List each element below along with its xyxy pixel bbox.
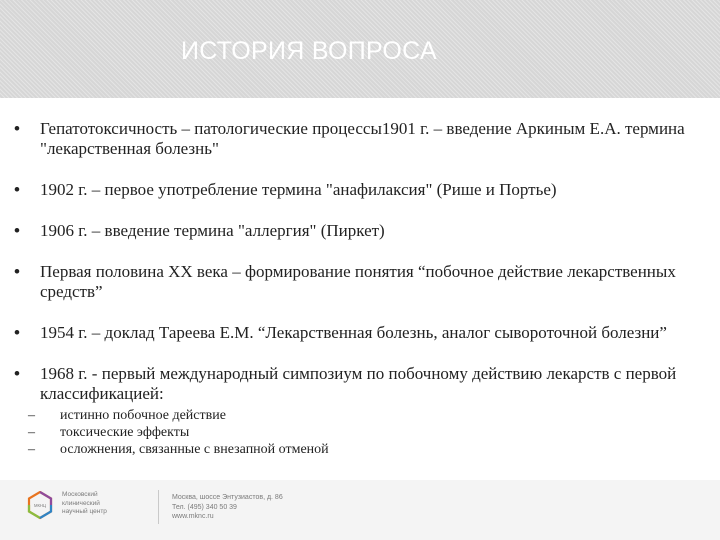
sub-item [28, 441, 704, 458]
org-line: клинический [62, 499, 100, 507]
bullet-text: Гепатотоксичность – патологические процессы1901 г. – введение Аркиным Е.А. термина "лекарственная болезнь" [40, 119, 685, 158]
sub-item-text: осложнения, связанные с внезапной отменой [60, 442, 329, 457]
bullet-item [14, 323, 704, 343]
logo-abbr: МКНЦ [33, 503, 47, 508]
dash-marker: – [28, 425, 35, 440]
bullet-marker: • [14, 180, 20, 199]
bullet-item [14, 364, 704, 404]
sub-item [28, 407, 704, 424]
bullet-marker: • [14, 323, 20, 342]
bullet-marker: • [14, 364, 20, 383]
address-text: Москва, шоссе Энтузиастов, д. 86 [172, 494, 283, 501]
org-line: Московский [62, 491, 98, 498]
bullet-marker: • [14, 262, 20, 281]
bullet-item [14, 262, 704, 302]
bullet-list [14, 119, 704, 458]
slide-title: ИСТОРИЯ ВОПРОСА [181, 37, 437, 65]
bullet-item [14, 180, 704, 200]
website-link[interactable]: www.mknc.ru [172, 513, 214, 520]
bullet-marker: • [14, 119, 20, 138]
bullet-text: 1954 г. – доклад Тареева Е.М. “Лекарственная болезнь, аналог сывороточной болезни” [40, 323, 667, 342]
footer [0, 480, 720, 540]
bullet-item [14, 119, 704, 159]
org-name [62, 491, 107, 517]
bullet-text: 1906 г. – введение термина "аллергия" (Пиркет) [40, 221, 385, 240]
sub-item-text: истинно побочное действие [60, 408, 226, 423]
bullet-text: 1968 г. - первый международный симпозиум по побочному действию лекарств с первой классификацией: [40, 364, 677, 403]
sub-item [28, 424, 704, 441]
mknc-logo-icon [27, 491, 53, 521]
bullet-marker: • [14, 221, 20, 240]
org-line: научный центр [62, 508, 107, 515]
phone-text: Тел. (495) 340 50 39 [172, 503, 237, 511]
dash-marker: – [28, 442, 35, 457]
dash-marker: – [28, 408, 35, 423]
slide-header [0, 0, 720, 98]
bullet-text: Первая половина ХХ века – формирование понятия “побочное действие лекарственных средств” [40, 262, 676, 301]
footer-divider [158, 490, 159, 524]
sub-item-text: токсические эффекты [60, 425, 190, 440]
bullet-item [14, 221, 704, 241]
bullet-text: 1902 г. – первое употребление термина "анафилаксия" (Рише и Портье) [40, 180, 557, 199]
contact-info [172, 493, 283, 522]
